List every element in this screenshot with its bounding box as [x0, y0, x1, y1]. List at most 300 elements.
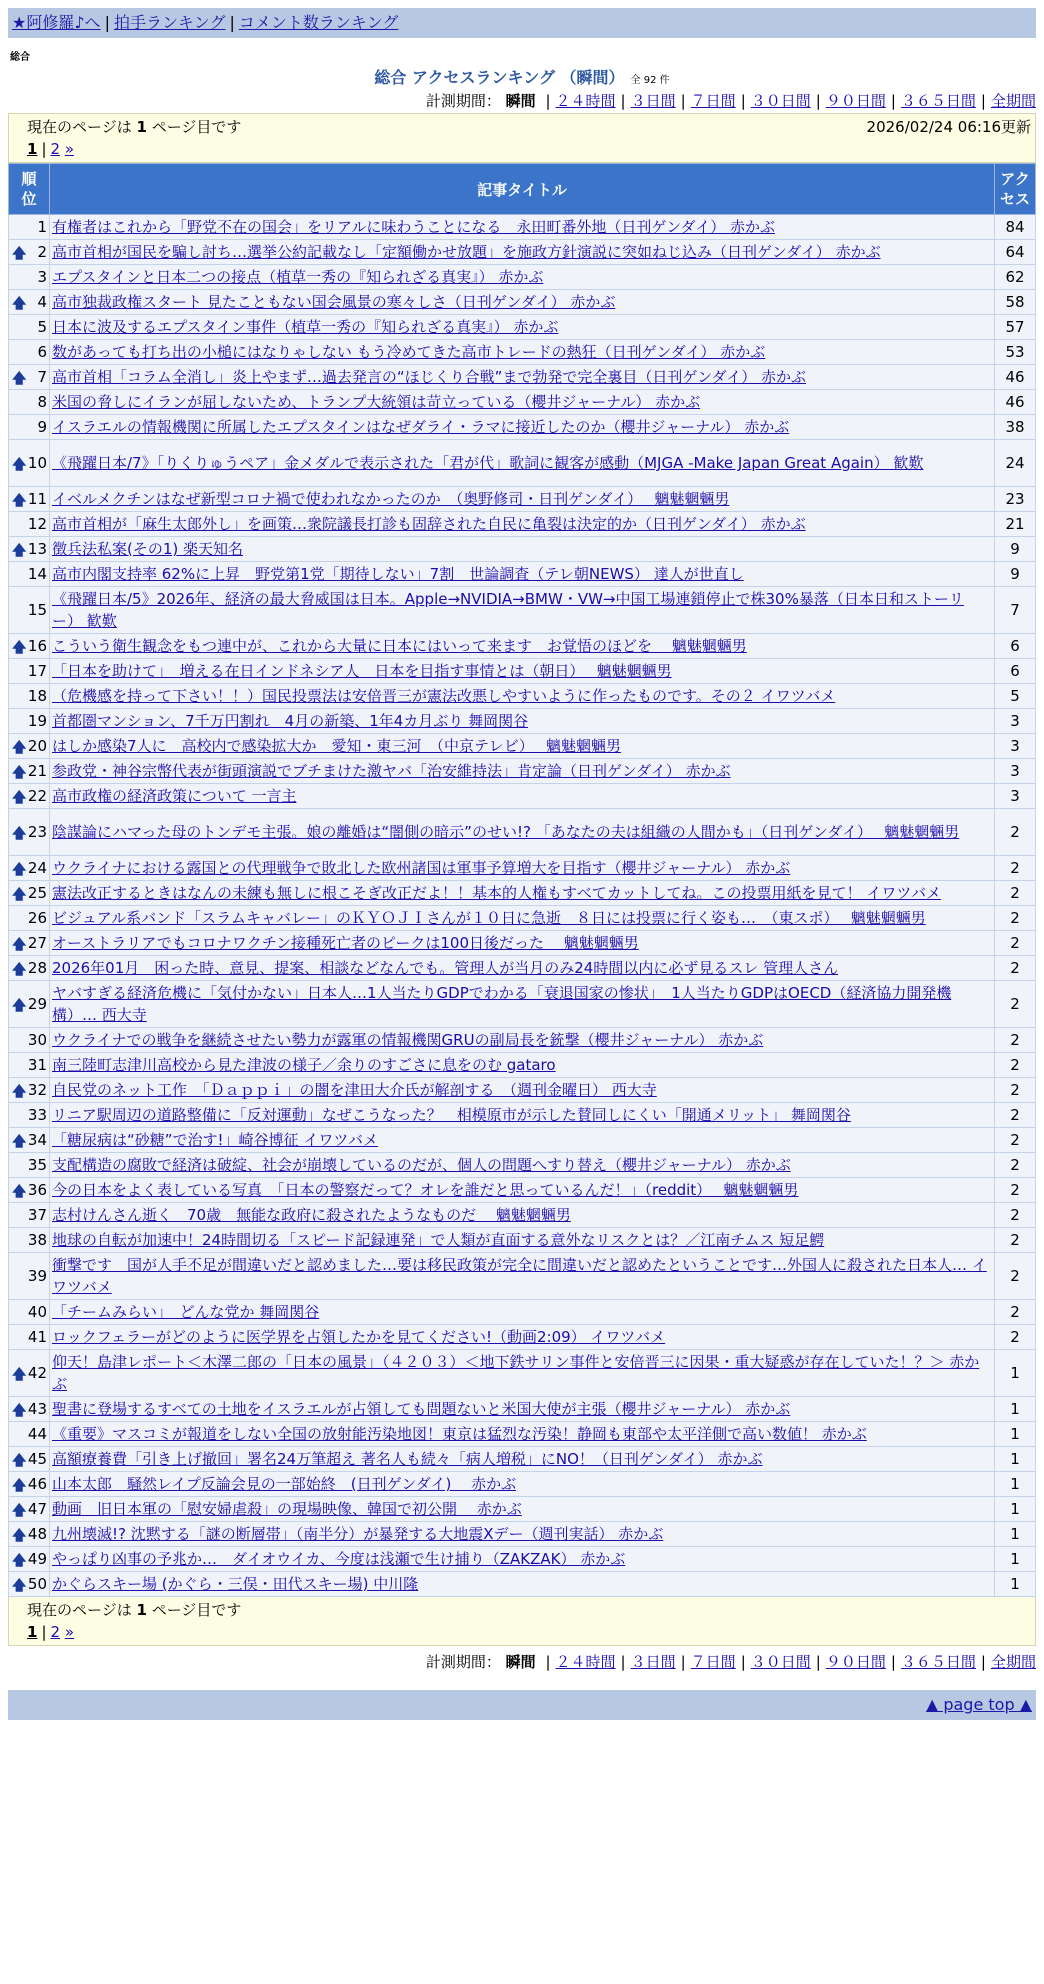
- home-link[interactable]: ★阿修羅♪へ: [12, 13, 101, 32]
- rank-number: 13: [27, 540, 47, 558]
- up-arrow-icon: 🡅: [12, 1478, 27, 1494]
- title-cell: [50, 956, 995, 981]
- rank-number: 1: [37, 218, 47, 236]
- article-link[interactable]: 「チームみらい」 どんな党か 舞岡関谷: [52, 1303, 320, 1321]
- access-count: 2: [995, 906, 1036, 931]
- pager-next[interactable]: »: [64, 140, 75, 158]
- title-cell: [50, 906, 995, 931]
- article-link[interactable]: 数があっても打ち出の小槌にはなりゃしない もう冷めてきた高市トレードの熱狂（日刊ゲンダイ） 赤かぶ: [52, 343, 766, 361]
- rank-cell: [9, 1178, 50, 1203]
- rank-cell: [9, 1078, 50, 1103]
- access-count: 2: [995, 1253, 1036, 1300]
- article-link[interactable]: 「日本を助けて」 増える在日インドネシア人 日本を目指す事情とは（朝日） 魑魅魍魎男: [52, 662, 672, 680]
- up-arrow-icon: 🡅: [12, 1503, 27, 1519]
- article-link[interactable]: 衝撃です 国が人手不足が間違いだと認めました…要は移民政策が完全に間違いだと認めたということです…外国人に殺された日本人… イワツバメ: [52, 1256, 987, 1296]
- article-link[interactable]: やっぱり凶事の予兆か… ダイオウイカ、今度は浅瀬で生け捕り（ZAKZAK） 赤かぶ: [52, 1550, 626, 1568]
- article-link[interactable]: オーストラリアでもコロナワクチン接種死亡者のピークは100日後だった 魑魅魍魎男: [52, 934, 639, 952]
- rank-number: 12: [27, 515, 47, 533]
- rank-number: 17: [27, 662, 47, 680]
- rank-number: 50: [27, 1575, 47, 1593]
- table-row: [9, 1153, 1036, 1178]
- rank-number: 29: [27, 995, 47, 1013]
- table-row: [9, 537, 1036, 562]
- access-count: 7: [995, 587, 1036, 634]
- rank-cell: [9, 759, 50, 784]
- period-separator: |: [680, 1653, 686, 1671]
- rank-cell: [9, 1447, 50, 1472]
- table-row: [9, 1253, 1036, 1300]
- table-row: [9, 1128, 1036, 1153]
- access-count: 2: [995, 981, 1036, 1028]
- rank-cell: [9, 1203, 50, 1228]
- pager-page-2[interactable]: 2: [50, 140, 61, 158]
- article-link[interactable]: 高市独裁政権スタート 見たこともない国会風景の寒々しさ（日刊ゲンダイ） 赤かぶ: [52, 293, 616, 311]
- article-link[interactable]: 陰謀論にハマった母のトンデモ主張。娘の離婚は“闇側の暗示”のせい!? 「あなたの夫は組織の人間かも」（日刊ゲンダイ） 魑魅魍魎男: [52, 823, 960, 841]
- rank-cell: [9, 215, 50, 240]
- access-count: 46: [995, 365, 1036, 390]
- rank-cell: [9, 487, 50, 512]
- rank-number: 44: [27, 1425, 47, 1443]
- table-row: [9, 931, 1036, 956]
- article-link[interactable]: ビジュアル系バンド「スラムキャバレー」のＫＹＯＪＩさんが１０日に急逝 ８日には投票に行く姿も… （東スポ） 魑魅魍魎男: [52, 909, 926, 927]
- article-link[interactable]: ロックフェラーがどのように医学界を占領したかを見てください!（動画2:09） イワツバメ: [52, 1328, 666, 1346]
- article-link[interactable]: 高市首相が国民を騙し討ち…選挙公約記載なし「定額働かせ放題」を施政方針演説に突如ねじ込み（日刊ゲンダイ） 赤かぶ: [52, 243, 881, 261]
- up-arrow-icon: 🡅: [12, 543, 27, 559]
- article-link[interactable]: 《飛躍日本/5》2026年、経済の最大脅威国は日本。Apple→NVIDIA→BMW・VW→中国工場連鎖停止で株30%暴落（日本日和ストーリー） 歓歎: [52, 590, 964, 630]
- period-separator: |: [815, 92, 821, 110]
- rank-number: 2: [37, 243, 47, 261]
- table-row: [9, 709, 1036, 734]
- period-separator: |: [815, 1653, 821, 1671]
- rank-number: 18: [27, 687, 47, 705]
- period-link[interactable]: ３日間: [630, 92, 676, 110]
- title-cell: [50, 365, 995, 390]
- access-count: 38: [995, 415, 1036, 440]
- title-cell: [50, 684, 995, 709]
- rank-cell: [9, 315, 50, 340]
- rank-cell: [9, 784, 50, 809]
- rank-cell: [9, 659, 50, 684]
- title-cell: [50, 981, 995, 1028]
- period-separator: |: [545, 1653, 551, 1671]
- rank-cell: [9, 1028, 50, 1053]
- access-count: 84: [995, 215, 1036, 240]
- rank-number: 31: [27, 1056, 47, 1074]
- rank-cell: [9, 881, 50, 906]
- total-count: 全 92 件: [630, 75, 670, 86]
- rank-number: 34: [27, 1131, 47, 1149]
- period-separator: |: [740, 92, 746, 110]
- article-link[interactable]: 聖書に登場するすべての土地をイスラエルが占領しても問題ないと米国大使が主張（櫻井ジャーナル） 赤かぶ: [52, 1400, 791, 1418]
- period-separator: |: [740, 1653, 746, 1671]
- title-cell: [50, 1103, 995, 1128]
- rank-cell: [9, 587, 50, 634]
- access-count: 1: [995, 1497, 1036, 1522]
- period-link[interactable]: ３６５日間: [900, 1653, 976, 1671]
- title-cell: [50, 856, 995, 881]
- rank-cell: [9, 856, 50, 881]
- access-count: 2: [995, 1228, 1036, 1253]
- title-cell: [50, 415, 995, 440]
- table-row: [9, 1547, 1036, 1572]
- table-row: [9, 365, 1036, 390]
- rank-number: 40: [27, 1303, 47, 1321]
- rank-number: 45: [27, 1450, 47, 1468]
- title-cell: [50, 1325, 995, 1350]
- rank-number: 4: [37, 293, 47, 311]
- table-row: [9, 734, 1036, 759]
- table-row: [9, 856, 1036, 881]
- rank-cell: [9, 537, 50, 562]
- access-count: 9: [995, 537, 1036, 562]
- rank-number: 43: [27, 1400, 47, 1418]
- article-link[interactable]: 高市首相が「麻生太郎外し」を画策…衆院議長打診も固辞された自民に亀裂は決定的か（日刊ゲンダイ） 赤かぶ: [52, 515, 806, 533]
- rank-cell: [9, 240, 50, 265]
- rank-number: 8: [37, 393, 47, 411]
- table-row: [9, 265, 1036, 290]
- rank-cell: [9, 1228, 50, 1253]
- table-row: [9, 215, 1036, 240]
- title-cell: [50, 634, 995, 659]
- article-link[interactable]: 高市政権の経済政策について 一言主: [52, 787, 297, 805]
- up-arrow-icon: 🡅: [12, 1528, 27, 1544]
- access-count: 57: [995, 315, 1036, 340]
- table-row: [9, 1397, 1036, 1422]
- table-row: [9, 390, 1036, 415]
- rank-number: 21: [27, 762, 47, 780]
- updated-time: 2026/02/24 06:16更新: [866, 118, 1031, 136]
- rank-cell: [9, 1422, 50, 1447]
- rank-cell: [9, 956, 50, 981]
- access-count: 1: [995, 1547, 1036, 1572]
- up-arrow-icon: 🡅: [12, 493, 27, 509]
- period-link[interactable]: ９０日間: [825, 92, 886, 110]
- access-count: 2: [995, 1078, 1036, 1103]
- title-cell: [50, 215, 995, 240]
- table-row: [9, 562, 1036, 587]
- table-row: [9, 881, 1036, 906]
- table-row: [9, 1300, 1036, 1325]
- applause-ranking-link[interactable]: 拍手ランキング: [113, 13, 226, 32]
- article-link[interactable]: 支配構造の腐敗で経済は破綻、社会が崩壊しているのだが、個人の問題へすり替え（櫻井ジャーナル） 赤かぶ: [52, 1156, 791, 1174]
- period-separator: |: [980, 92, 986, 110]
- rank-number: 42: [27, 1364, 47, 1382]
- title-cell: [50, 315, 995, 340]
- period-selector-bottom: [8, 1650, 1036, 1674]
- article-link[interactable]: 日本に波及するエプスタイン事件（植草一秀の『知られざる真実』） 赤かぶ: [52, 318, 559, 336]
- rank-number: 48: [27, 1525, 47, 1543]
- period-link[interactable]: ３６５日間: [900, 92, 976, 110]
- title-cell: [50, 1228, 995, 1253]
- nav-separator: |: [229, 13, 235, 32]
- title-cell: [50, 1203, 995, 1228]
- period-link[interactable]: ３０日間: [750, 92, 811, 110]
- page-info-top: [8, 113, 1036, 163]
- table-row: [9, 1078, 1036, 1103]
- title-cell: [50, 659, 995, 684]
- table-row: [9, 809, 1036, 856]
- period-separator: |: [890, 1653, 896, 1671]
- up-arrow-icon: 🡅: [12, 862, 27, 878]
- article-link[interactable]: 自民党のネット工作 「Ｄａｐｐｉ」の闇を津田大介氏が解剖する （週刊金曜日） 西大寺: [52, 1081, 657, 1099]
- table-row: [9, 1522, 1036, 1547]
- article-link[interactable]: 参政党・神谷宗幣代表が街頭演説でブチまけた激ヤバ「治安維持法」肯定論（日刊ゲンダイ） 赤かぶ: [52, 762, 731, 780]
- access-count: 1: [995, 1397, 1036, 1422]
- rank-number: 3: [37, 268, 47, 286]
- access-count: 2: [995, 856, 1036, 881]
- article-link[interactable]: 《重要》マスコミが報道をしない全国の放射能汚染地図！東京は猛烈な汚染！静岡も東部や太平洋側で高い数値！ 赤かぶ: [52, 1425, 867, 1443]
- article-link[interactable]: 米国の脅しにイランが屈しないため、トランプ大統領は苛立っている（櫻井ジャーナル） 赤かぶ: [52, 393, 701, 411]
- period-current: 瞬間: [505, 92, 536, 110]
- rank-cell: [9, 1397, 50, 1422]
- article-link[interactable]: 徴兵法私案(その1) 楽天知名: [52, 540, 244, 558]
- period-separator: |: [620, 92, 626, 110]
- category-label: 総合: [10, 52, 30, 63]
- rank-cell: [9, 1497, 50, 1522]
- article-link[interactable]: 高額療養費「引き上げ撤回」署名24万筆超え 著名人も続々「病人増税」にNO！（日刊ゲンダイ） 赤かぶ: [52, 1450, 763, 1468]
- rank-number: 20: [27, 737, 47, 755]
- pager-current: 1: [27, 140, 38, 158]
- access-count: 2: [995, 1178, 1036, 1203]
- table-row: [9, 1053, 1036, 1078]
- access-count: 1: [995, 1350, 1036, 1397]
- access-count: 24: [995, 440, 1036, 487]
- up-arrow-icon: 🡅: [12, 826, 27, 842]
- table-row: [9, 1203, 1036, 1228]
- rank-number: 39: [27, 1267, 47, 1285]
- article-link[interactable]: 高市内閣支持率 62%に上昇 野党第1党「期待しない」7割 世論調査（テレ朝NEWS） 達人が世直し: [52, 565, 744, 583]
- rank-cell: [9, 415, 50, 440]
- period-separator: |: [620, 1653, 626, 1671]
- up-arrow-icon: 🡅: [12, 1553, 27, 1569]
- table-row: [9, 659, 1036, 684]
- period-link[interactable]: ９０日間: [825, 1653, 886, 1671]
- table-row: [9, 290, 1036, 315]
- article-link[interactable]: 九州壊滅!? 沈黙する「謎の断層帯」（南半分）が暴発する大地震Xデー（週刊実話） 赤かぶ: [52, 1525, 664, 1543]
- page-top-link[interactable]: ▲ page top ▲: [925, 1695, 1032, 1714]
- rank-cell: [9, 512, 50, 537]
- rank-cell: [9, 981, 50, 1028]
- comment-ranking-link[interactable]: コメント数ランキング: [238, 13, 399, 32]
- access-count: 6: [995, 659, 1036, 684]
- table-row: [9, 906, 1036, 931]
- period-separator: |: [890, 92, 896, 110]
- period-label: 計測期間：: [425, 1653, 501, 1671]
- access-count: 58: [995, 290, 1036, 315]
- rank-number: 25: [27, 884, 47, 902]
- title-cell: [50, 1572, 995, 1597]
- title-cell: [50, 265, 995, 290]
- table-row: [9, 1350, 1036, 1397]
- table-row: [9, 1447, 1036, 1472]
- up-arrow-icon: 🡅: [12, 1403, 27, 1419]
- article-link[interactable]: 地球の自転が加速中！24時間切る「スピード記録連発」で人類が直面する意外なリスクとは？／江南チムス 短足鰐: [52, 1231, 825, 1249]
- title-cell: [50, 562, 995, 587]
- up-arrow-icon: 🡅: [12, 1578, 27, 1594]
- rank-cell: [9, 1547, 50, 1572]
- table-row: [9, 1422, 1036, 1447]
- period-link[interactable]: ２４時間: [555, 1653, 616, 1671]
- rank-cell: [9, 634, 50, 659]
- up-arrow-icon: 🡅: [12, 1084, 27, 1100]
- table-row: [9, 440, 1036, 487]
- up-arrow-icon: 🡅: [12, 887, 27, 903]
- article-link[interactable]: 動画 旧日本軍の「慰安婦虐殺」の現場映像、韓国で初公開 赤かぶ: [52, 1500, 522, 1518]
- pager-page-2[interactable]: 2: [50, 1623, 61, 1641]
- up-arrow-icon: 🡅: [12, 937, 27, 953]
- rank-number: 6: [37, 343, 47, 361]
- title-cell: [50, 487, 995, 512]
- access-count: 2: [995, 1128, 1036, 1153]
- title-cell: [50, 1300, 995, 1325]
- rank-number: 11: [27, 490, 47, 508]
- rank-cell: [9, 365, 50, 390]
- title-cell: [50, 1497, 995, 1522]
- article-link[interactable]: 志村けんさん逝く 70歳 無能な政府に殺されたようなものだ 魑魅魍魎男: [52, 1206, 571, 1224]
- title-cell: [50, 809, 995, 856]
- period-link[interactable]: ３日間: [630, 1653, 676, 1671]
- article-link[interactable]: 山本太郎 騒然レイプ反論会見の一部始終 (日刊ゲンダイ) 赤かぶ: [52, 1475, 517, 1493]
- article-link[interactable]: 「糖尿病は“砂糖”で治す!」崎谷博征 イワツバメ: [52, 1131, 379, 1149]
- rank-cell: [9, 1153, 50, 1178]
- access-count: 1: [995, 1422, 1036, 1447]
- up-arrow-icon: 🡅: [12, 765, 27, 781]
- access-count: 2: [995, 1153, 1036, 1178]
- table-row: [9, 240, 1036, 265]
- article-link[interactable]: 南三陸町志津川高校から見た津波の様子／余りのすごさに息をのむ gataro: [52, 1056, 556, 1074]
- table-row: [9, 956, 1036, 981]
- article-link[interactable]: 有権者はこれから「野党不在の国会」をリアルに味わうことになる 永田町番外地（日刊ゲンダイ） 赤かぶ: [52, 218, 775, 236]
- page-title: [8, 67, 1036, 89]
- period-link[interactable]: ７日間: [690, 92, 736, 110]
- ranking-title: 総合 アクセスランキング （瞬間）: [374, 68, 625, 87]
- table-row: [9, 981, 1036, 1028]
- article-link[interactable]: はしか感染7人に 高校内で感染拡大か 愛知・東三河 （中京テレビ） 魑魅魍魎男: [52, 737, 622, 755]
- article-link[interactable]: 2026年01月 困った時、意見、提案、相談などなんでも。管理人が当月のみ24時間以内に必ず見るスレ 管理人さん: [52, 959, 839, 977]
- period-separator: |: [680, 92, 686, 110]
- period-separator: |: [545, 92, 551, 110]
- period-link[interactable]: 全期間: [990, 1653, 1036, 1671]
- rank-cell: [9, 931, 50, 956]
- table-row: [9, 684, 1036, 709]
- article-link[interactable]: リニア駅周辺の道路整備に「反対運動」なぜこうなった？ 相模原市が示した賛同しにくい「開通メリット」 舞岡関谷: [52, 1106, 851, 1124]
- title-cell: [50, 1547, 995, 1572]
- table-row: [9, 1572, 1036, 1597]
- access-count: 1: [995, 1522, 1036, 1547]
- article-link[interactable]: 《飛躍日本/7》「りくりゅうペア」金メダルで表示された「君が代」歌詞に観客が感動（MJGA -Make Japan Great Again） 歓歎: [52, 454, 924, 472]
- rank-number: 37: [27, 1206, 47, 1224]
- table-row: [9, 759, 1036, 784]
- column-title: 記事タイトル: [50, 164, 995, 215]
- access-count: 1: [995, 1572, 1036, 1597]
- table-row: [9, 634, 1036, 659]
- rank-number: 30: [27, 1031, 47, 1049]
- up-arrow-icon: 🡅: [12, 296, 27, 312]
- rank-cell: [9, 340, 50, 365]
- bottom-bar: [8, 1690, 1036, 1720]
- article-link[interactable]: こういう衛生観念をもつ連中が、これから大量に日本にはいって来ます お覚悟のほどを 魑魅魍魎男: [52, 637, 747, 655]
- period-link[interactable]: ３０日間: [750, 1653, 811, 1671]
- rank-cell: [9, 1300, 50, 1325]
- pager-top: 1 | 2 »: [27, 140, 75, 158]
- access-count: 21: [995, 512, 1036, 537]
- period-link[interactable]: ２４時間: [555, 92, 616, 110]
- title-cell: [50, 290, 995, 315]
- up-arrow-icon: 🡅: [12, 1367, 27, 1383]
- up-arrow-icon: 🡅: [12, 1453, 27, 1469]
- up-arrow-icon: 🡅: [12, 640, 27, 656]
- title-cell: [50, 1053, 995, 1078]
- article-link[interactable]: イスラエルの情報機関に所属したエプスタインはなぜダライ・ラマに接近したのか（櫻井ジャーナル） 赤かぶ: [52, 418, 790, 436]
- rank-number: 14: [27, 565, 47, 583]
- rank-cell: [9, 1522, 50, 1547]
- article-link[interactable]: 首都圏マンション、7千万円割れ 4月の新築、1年4カ月ぶり 舞岡関谷: [52, 712, 529, 730]
- pager-next[interactable]: »: [64, 1623, 75, 1641]
- rank-number: 10: [27, 454, 47, 472]
- article-link[interactable]: 仰天！島津レポート＜木澤二郎の「日本の風景」（４２０３）＜地下鉄サリン事件と安倍晋三に因果・重大疑惑が存在していた！？＞ 赤かぶ: [52, 1353, 980, 1393]
- article-link[interactable]: かぐらスキー場 (かぐら・三俣・田代スキー場) 中川隆: [52, 1575, 419, 1593]
- up-arrow-icon: 🡅: [12, 740, 27, 756]
- article-link[interactable]: 今の日本をよく表している写真 「日本の警察だって？オレを誰だと思っているんだ！」（reddit） 魑魅魍魎男: [52, 1181, 799, 1199]
- access-count: 2: [995, 1103, 1036, 1128]
- table-row: [9, 1472, 1036, 1497]
- article-link[interactable]: ウクライナにおける露国との代理戦争で敗北した欧州諸国は軍事予算増大を目指す（櫻井ジャーナル） 赤かぶ: [52, 859, 791, 877]
- access-count: 3: [995, 709, 1036, 734]
- article-link[interactable]: イベルメクチンはなぜ新型コロナ禍で使われなかったのか （奥野修司・日刊ゲンダイ） 魑魅魍魎男: [52, 490, 730, 508]
- article-link[interactable]: ウクライナでの戦争を継続させたい勢力が露軍の情報機関GRUの副局長を銃撃（櫻井ジャーナル） 赤かぶ: [52, 1031, 764, 1049]
- access-count: 2: [995, 1053, 1036, 1078]
- rank-number: 22: [27, 787, 47, 805]
- table-row: [9, 315, 1036, 340]
- title-cell: [50, 1253, 995, 1300]
- rank-number: 28: [27, 959, 47, 977]
- article-link[interactable]: 高市首相「コラム全消し」炎上やまず…過去発言の“ほじくり合戦”まで勃発で完全裏目（日刊ゲンダイ） 赤かぶ: [52, 368, 806, 386]
- article-link[interactable]: ヤバすぎる経済危機に「気付かない」日本人…1人当たりGDPでわかる「衰退国家の惨状」 1人当たりGDPはOECD（経済協力開発機構）… 西大寺: [52, 984, 952, 1024]
- title-cell: [50, 587, 995, 634]
- rank-number: 41: [27, 1328, 47, 1346]
- rank-cell: [9, 1472, 50, 1497]
- access-count: 62: [995, 265, 1036, 290]
- rank-cell: [9, 265, 50, 290]
- title-cell: [50, 440, 995, 487]
- period-link[interactable]: 全期間: [990, 92, 1036, 110]
- top-nav: [8, 8, 1036, 38]
- rank-number: 9: [37, 418, 47, 436]
- access-count: 2: [995, 931, 1036, 956]
- title-cell: [50, 709, 995, 734]
- table-row: [9, 415, 1036, 440]
- article-link[interactable]: エプスタインと日本二つの接点（植草一秀の『知られざる真実』） 赤かぶ: [52, 268, 544, 286]
- rank-cell: [9, 1350, 50, 1397]
- title-cell: [50, 1397, 995, 1422]
- access-count: 6: [995, 634, 1036, 659]
- rank-number: 27: [27, 934, 47, 952]
- title-cell: [50, 881, 995, 906]
- access-count: 3: [995, 759, 1036, 784]
- access-count: 53: [995, 340, 1036, 365]
- period-link[interactable]: ７日間: [690, 1653, 736, 1671]
- table-row: [9, 587, 1036, 634]
- article-link[interactable]: （危機感を持って下さい！！）国民投票法は安倍晋三が憲法改悪しやすいように作ったものです。その２ イワツバメ: [52, 687, 836, 705]
- title-cell: [50, 784, 995, 809]
- title-cell: [50, 734, 995, 759]
- column-access: アク セス: [995, 164, 1036, 215]
- access-count: 23: [995, 487, 1036, 512]
- title-cell: [50, 1128, 995, 1153]
- rank-cell: [9, 1128, 50, 1153]
- article-link[interactable]: 憲法改正するときはなんの未練も無しに根こそぎ改正だよ！！基本的人権もすべてカットしてね。この投票用紙を見て！ イワツバメ: [52, 884, 942, 902]
- period-selector-top: [8, 89, 1036, 113]
